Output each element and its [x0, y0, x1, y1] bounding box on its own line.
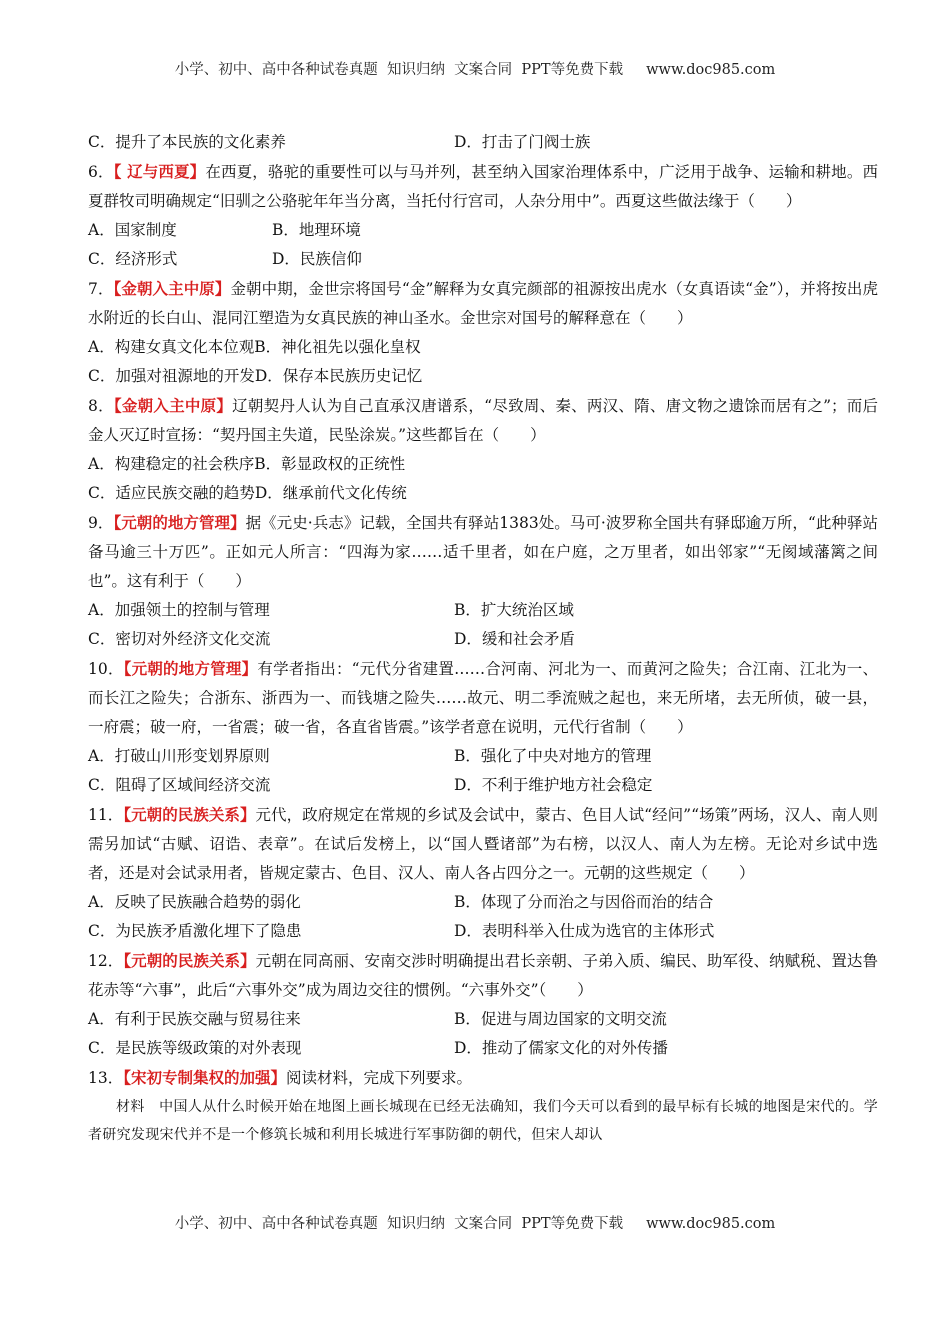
question-11	[88, 800, 878, 888]
question-7	[88, 274, 878, 333]
q10-option-b: B．强化了中央对地方的管理	[454, 747, 652, 765]
q7-options-row-1	[88, 333, 878, 362]
q13-topic-tag: 【宋初专制集权的加强】	[123, 1068, 286, 1087]
q8-option-a: A．构建稳定的社会秩序	[88, 455, 255, 473]
q10-number: 10．	[88, 660, 124, 678]
question-6	[88, 157, 878, 216]
q9-options-row-2	[88, 625, 878, 654]
q12-topic-tag: 【元朝的民族关系】	[123, 951, 256, 970]
q8-options-row-1	[88, 450, 878, 479]
q7-number: 7．	[88, 280, 114, 298]
q10-topic-tag: 【元朝的地方管理】	[123, 659, 258, 678]
q12-options-row-2	[88, 1034, 878, 1063]
q8-option-b: B．彰显政权的正统性	[254, 455, 406, 473]
q11-option-a: A．反映了民族融合趋势的弱化	[88, 893, 301, 911]
q11-stem: 元代，政府规定在常规的乡试及会试中，蒙古、色目人试“经问”“场策”两场，汉人、南人则需另加试“古赋、诏诰、表章”。在试后发榜上，以“国人暨诸部”为右榜，以汉人、南人为左榜。无论对乡试中选者，还是对会试录用者，皆规定蒙古、色目、汉人、南人各占四分之一。元朝的这些规定（ ）	[88, 806, 878, 882]
page-footer: 小学、初中、高中各种试卷真题 知识归纳 文案合同 PPT等免费下载 www.doc985.com	[174, 1216, 776, 1232]
q10-option-c: C．阻碍了区域间经济交流	[88, 776, 271, 794]
question-12	[88, 946, 878, 1005]
q12-option-d: D．推动了儒家文化的对外传播	[454, 1039, 668, 1057]
q11-option-d: D．表明科举入仕成为选官的主体形式	[454, 922, 715, 940]
q12-options-row-1	[88, 1005, 878, 1034]
q8-options-row-2	[88, 479, 878, 508]
question-8	[88, 391, 878, 450]
q11-options-row-2	[88, 917, 878, 946]
q11-number: 11．	[88, 806, 124, 824]
q8-stem: 辽朝契丹人认为自己直承汉唐谱系，“尽致周、秦、两汉、隋、唐文物之遗馀而居有之”；而后金人灭辽时宣扬：“契丹国主失道，民坠涂炭。”这些都旨在（ ）	[88, 397, 878, 444]
q7-options-row-2	[88, 362, 878, 391]
q6-option-d: D．民族信仰	[272, 250, 362, 268]
q9-topic-tag: 【元朝的地方管理】	[113, 513, 246, 532]
q6-option-c: C．经济形式	[88, 250, 178, 268]
q6-option-b: B．地理环境	[272, 221, 361, 239]
q11-option-c: C．为民族矛盾激化埋下了隐患	[88, 922, 302, 940]
q9-option-d: D．缓和社会矛盾	[454, 630, 575, 648]
q13-number: 13．	[88, 1069, 124, 1087]
q6-stem: 在西夏，骆驼的重要性可以与马并列，甚至纳入国家治理体系中，广泛用于战争、运输和耕地。西夏群牧司明确规定“旧驯之公骆驼年年当分离，当托付行宫司，人杂分用中”。西夏这些做法缘于（ ）	[88, 163, 878, 210]
q7-option-b: B．神化祖先以强化皇权	[254, 338, 421, 356]
q10-stem: 有学者指出：“元代分省建置……合河南、河北为一、而黄河之险失；合江南、江北为一、而长江之险失；合浙东、浙西为一、而钱塘之险失……故元、明二季流贼之起也，来无所堵，去无所侦，破一县，一府震；破一府，一省震；破一省，各直省皆震。”该学者意在说明，元代行省制（ ）	[88, 660, 878, 736]
q7-option-c: C．加强对祖源地的开发	[88, 367, 255, 385]
q6-options-row-1	[88, 216, 878, 245]
q12-number: 12．	[88, 952, 124, 970]
q11-topic-tag: 【元朝的民族关系】	[123, 805, 256, 824]
q10-options-row-2	[88, 771, 878, 800]
q12-option-b: B．促进与周边国家的文明交流	[454, 1010, 667, 1028]
q9-stem: 据《元史·兵志》记载，全国共有驿站1383处。马可·波罗称全国共有驿邸逾万所，“此种驿站备马逾三十万匹”。正如元人所言：“四海为家……适千里者，如在户庭，之万里者，如出邻家”“无阂域藩篱之间也”。这有利于（ ）	[88, 514, 878, 590]
q12-option-c: C．是民族等级政策的对外表现	[88, 1039, 302, 1057]
q11-option-b: B．体现了分而治之与因俗而治的结合	[454, 893, 714, 911]
q6-topic-tag: 【 辽与西夏】	[113, 162, 206, 181]
q7-option-d: D．保存本民族历史记忆	[254, 367, 423, 385]
q12-option-a: A．有利于民族交融与贸易往来	[88, 1010, 301, 1028]
question-content	[88, 128, 878, 1149]
q7-stem: 金朝中期，金世宗将国号“金”解释为女真完颜部的祖源按出虎水（女真语读“金”），并将按出虎水附近的长白山、混同江塑造为女真民族的神山圣水。金世宗对国号的解释意在（ ）	[88, 280, 878, 327]
q10-options-row-1	[88, 742, 878, 771]
q12-stem: 元朝在同高丽、安南交涉时明确提出君长亲朝、子弟入质、编民、助军役、纳赋税、置达鲁花赤等“六事”，此后“六事外交”成为周边交往的惯例。“六事外交”（ ）	[88, 952, 878, 999]
q6-number: 6．	[88, 163, 114, 181]
question-10	[88, 654, 878, 742]
page-header: 小学、初中、高中各种试卷真题 知识归纳 文案合同 PPT等免费下载 www.doc985.com	[174, 62, 776, 78]
q8-option-c: C．适应民族交融的趋势	[88, 484, 255, 502]
q9-option-b: B．扩大统治区域	[454, 601, 574, 619]
q5-option-d: D．打击了门阀士族	[454, 133, 591, 151]
q8-topic-tag: 【金朝入主中原】	[113, 396, 233, 415]
q10-option-d: D．不利于维护地方社会稳定	[454, 776, 653, 794]
q11-options-row-1	[88, 888, 878, 917]
q6-options-row-2	[88, 245, 878, 274]
q7-topic-tag: 【金朝入主中原】	[113, 279, 231, 298]
q13-material: 材料 中国人从什么时候开始在地图上画长城现在已经无法确知，我们今天可以看到的最早标有长城的地图是宋代的。学者研究发现宋代并不是一个修筑长城和利用长城进行军事防御的朝代，但宋人却认	[88, 1099, 878, 1143]
q5-options-row-2	[88, 128, 878, 157]
q8-number: 8．	[88, 397, 114, 415]
question-9	[88, 508, 878, 596]
q5-option-c: C．提升了本民族的文化素养	[88, 133, 286, 151]
q9-option-c: C．密切对外经济文化交流	[88, 630, 271, 648]
q8-option-d: D．继承前代文化传统	[254, 484, 407, 502]
question-13	[88, 1063, 878, 1093]
q9-options-row-1	[88, 596, 878, 625]
q7-option-a: A．构建女真文化本位观	[88, 338, 255, 356]
q6-option-a: A．国家制度	[88, 221, 177, 239]
q10-option-a: A．打破山川形变划界原则	[88, 747, 270, 765]
q13-stem: 阅读材料，完成下列要求。	[286, 1069, 473, 1087]
q9-option-a: A．加强领土的控制与管理	[88, 601, 270, 619]
q9-number: 9．	[88, 514, 114, 532]
